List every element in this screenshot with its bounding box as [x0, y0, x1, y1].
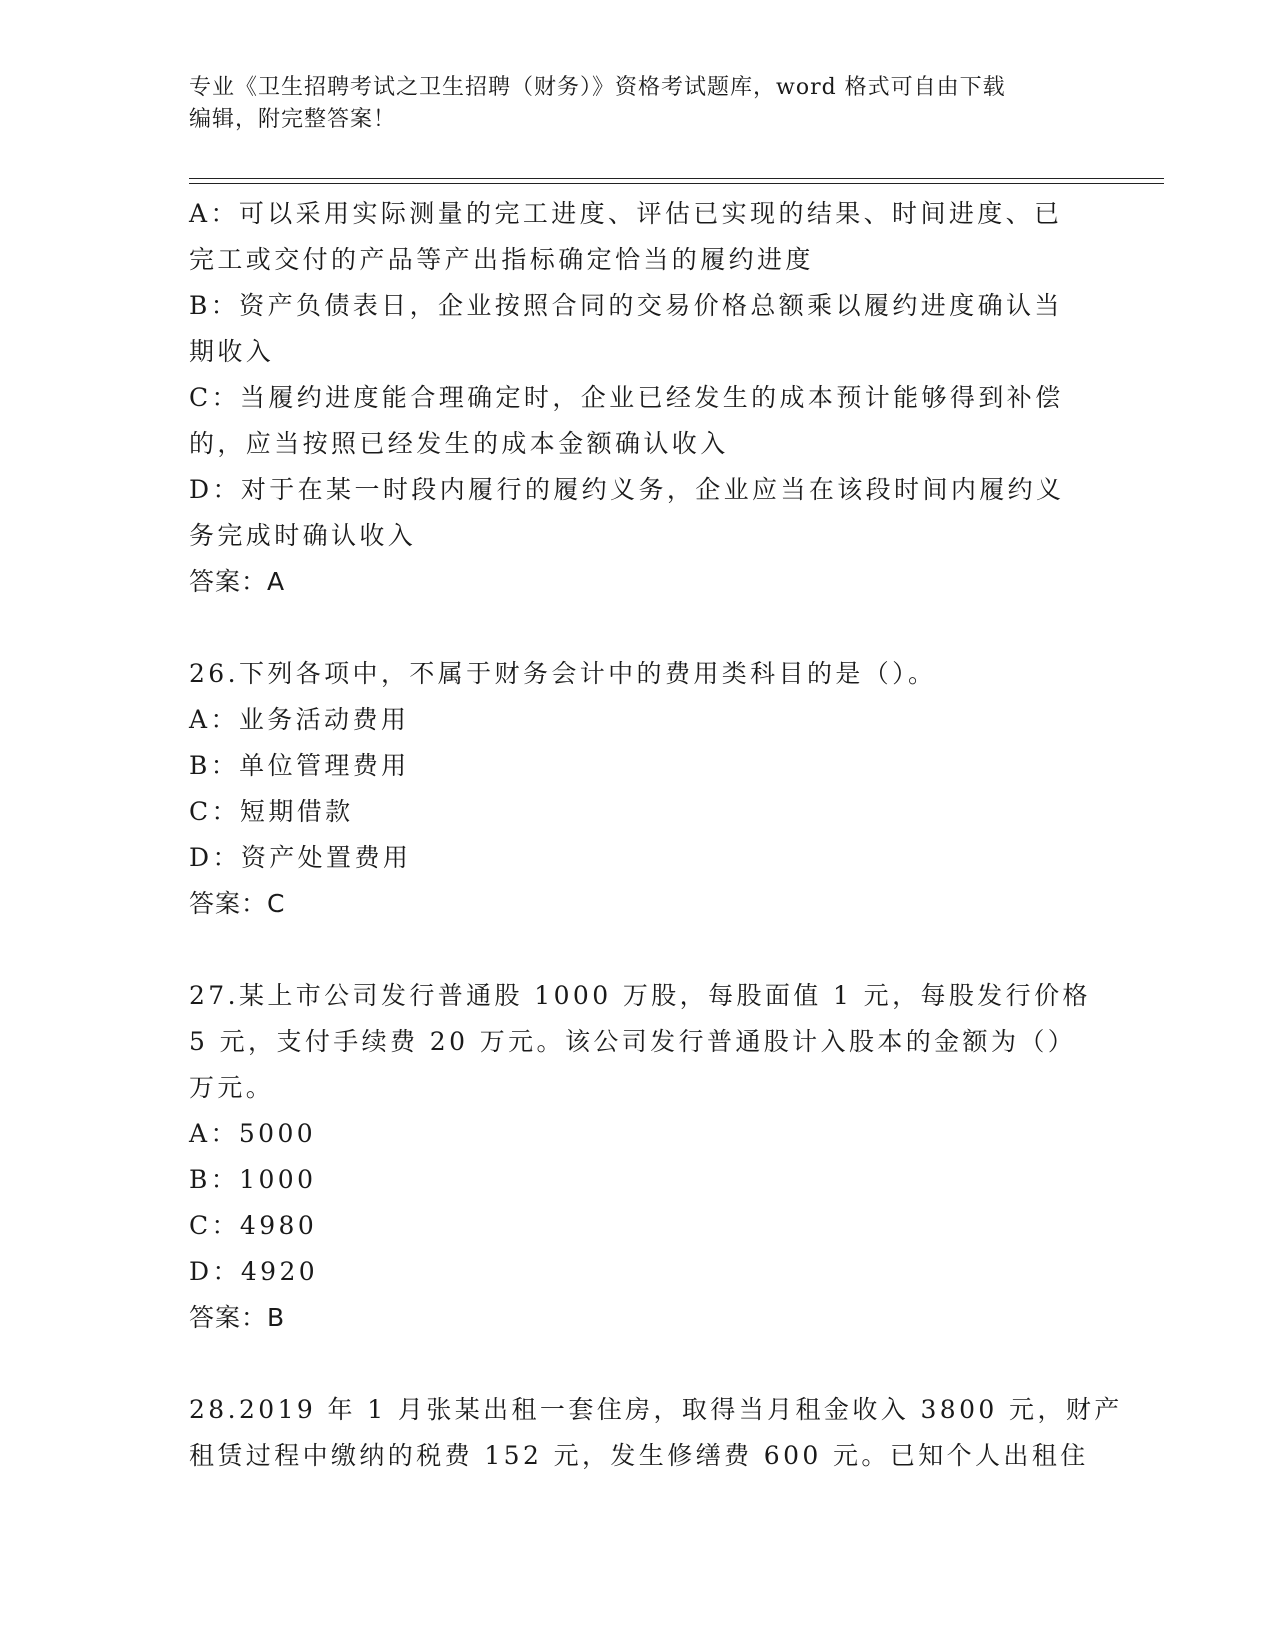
header-line-2: 编辑，附完整答案！: [189, 107, 397, 132]
option-d: D：资产处置费用: [189, 843, 412, 872]
question-25-options: [189, 191, 1089, 605]
question-28: [189, 1387, 1123, 1479]
option-c-line-2: 的，应当按照已经发生的成本金额确认收入: [189, 429, 729, 458]
question-spacer: [189, 1341, 1089, 1387]
option-d-line-2: 务完成时确认收入: [189, 521, 417, 550]
document-header: [189, 72, 1089, 136]
option-b-line-2: 期收入: [189, 337, 275, 366]
option-c: C：短期借款: [189, 797, 354, 826]
option-b: B：1000: [189, 1165, 317, 1194]
question-stem-line-1: 28.2019 年 1 月张某出租一套住房，取得当月租金收入 3800 元，财产: [189, 1395, 1123, 1424]
option-c-line-1: C：当履约进度能合理确定时，企业已经发生的成本预计能够得到补偿: [189, 383, 1064, 412]
option-d: D：4920: [189, 1257, 319, 1286]
question-spacer: [189, 927, 1089, 973]
option-b-line-1: B：资产负债表日，企业按照合同的交易价格总额乘以履约进度确认当: [189, 291, 1063, 320]
question-content: [189, 191, 1123, 1479]
option-d-line-1: D：对于在某一时段内履行的履约义务，企业应当在该段时间内履约义: [189, 475, 1065, 504]
answer-label: 答案：B: [189, 1303, 286, 1332]
question-27: [189, 973, 1089, 1341]
option-a-line-2: 完工或交付的产品等产出指标确定恰当的履约进度: [189, 245, 814, 274]
question-spacer: [189, 605, 1089, 651]
header-line-1: 专业《卫生招聘考试之卫生招聘（财务）》资格考试题库，word 格式可自由下载: [189, 75, 1006, 100]
question-stem: 26.下列各项中，不属于财务会计中的费用类科目的是（）。: [189, 659, 937, 688]
option-a-line-1: A：可以采用实际测量的完工进度、评估已实现的结果、时间进度、已: [189, 199, 1063, 228]
option-c: C：4980: [189, 1211, 318, 1240]
question-stem-line-3: 万元。: [189, 1073, 275, 1102]
option-a: A：业务活动费用: [189, 705, 410, 734]
option-a: A：5000: [189, 1119, 317, 1148]
question-stem-line-2: 5 元，支付手续费 20 万元。该公司发行普通股计入股本的金额为（）: [189, 1027, 1077, 1056]
header-divider-bottom: [189, 183, 1164, 184]
answer-label: 答案：A: [189, 567, 286, 596]
question-26: [189, 651, 1089, 927]
header-divider-top: [189, 178, 1164, 179]
question-stem-line-1: 27.某上市公司发行普通股 1000 万股，每股面值 1 元，每股发行价格: [189, 981, 1091, 1010]
answer-label: 答案：C: [189, 889, 286, 918]
option-b: B：单位管理费用: [189, 751, 410, 780]
question-stem-line-2: 租赁过程中缴纳的税费 152 元，发生修缮费 600 元。已知个人出租住: [189, 1441, 1089, 1470]
